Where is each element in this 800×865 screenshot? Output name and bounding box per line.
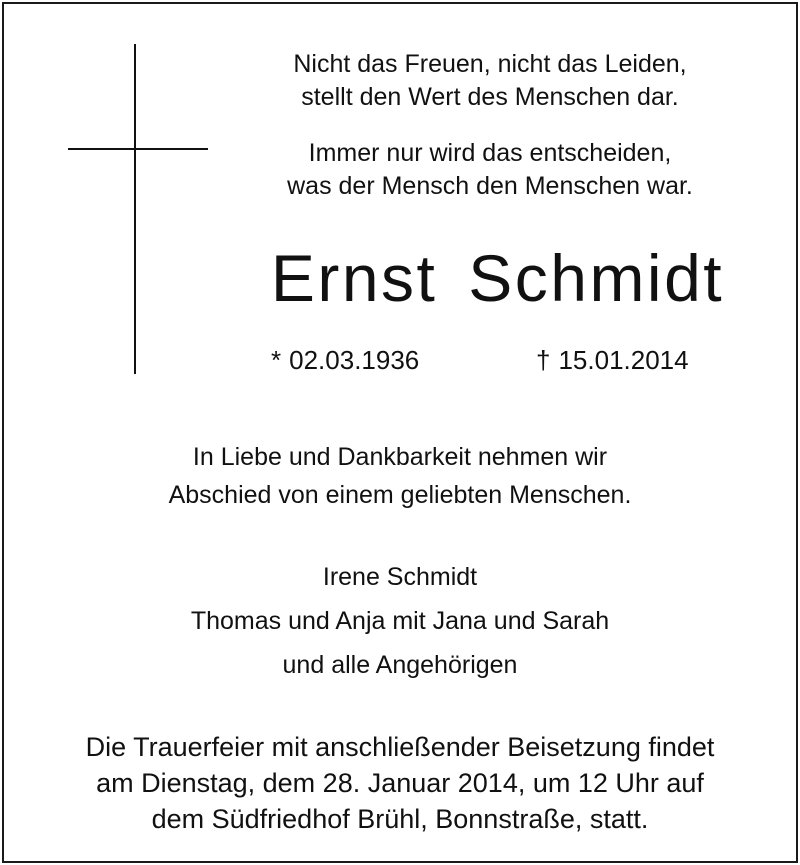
service-line: Die Trauerfeier mit anschließender Beisetzung findet: [85, 732, 715, 762]
verse-line: was der Mensch den Menschen war.: [287, 172, 693, 200]
verse-line: Immer nur wird das entscheiden,: [308, 139, 672, 167]
service-line: am Dienstag, dem 28. Januar 2014, um 12 Uhr auf: [96, 768, 704, 798]
death-date-row: [536, 343, 689, 377]
family-names: [0, 555, 800, 687]
cross-icon-horizontal: [68, 148, 208, 150]
verse-stanza-1: [250, 48, 730, 114]
family-line: Irene Schmidt: [322, 563, 478, 591]
death-date: 15.01.2014: [558, 345, 689, 375]
family-line: Thomas und Anja mit Jana und Sarah: [190, 607, 610, 635]
verse-line: stellt den Wert des Menschen dar.: [301, 83, 679, 111]
death-cross-icon: †: [536, 345, 551, 375]
thanks-line: In Liebe und Dankbarkeit nehmen wir: [192, 443, 608, 471]
birth-date: 02.03.1936: [289, 345, 420, 375]
service-info: [0, 729, 800, 837]
birth-date-row: [271, 343, 419, 377]
birth-star-icon: *: [271, 345, 282, 375]
thanks-line: Abschied von einem geliebten Menschen.: [168, 481, 632, 509]
family-line: und alle Angehörigen: [282, 651, 518, 679]
verse-stanza-2: [250, 137, 730, 203]
thanks-text: [0, 438, 800, 514]
verse-line: Nicht das Freuen, nicht das Leiden,: [293, 50, 687, 78]
deceased-name: Ernst Schmidt: [270, 241, 725, 315]
service-line: dem Südfriedhof Brühl, Bonnstraße, statt.: [151, 804, 649, 834]
cross-icon-vertical: [134, 44, 136, 374]
